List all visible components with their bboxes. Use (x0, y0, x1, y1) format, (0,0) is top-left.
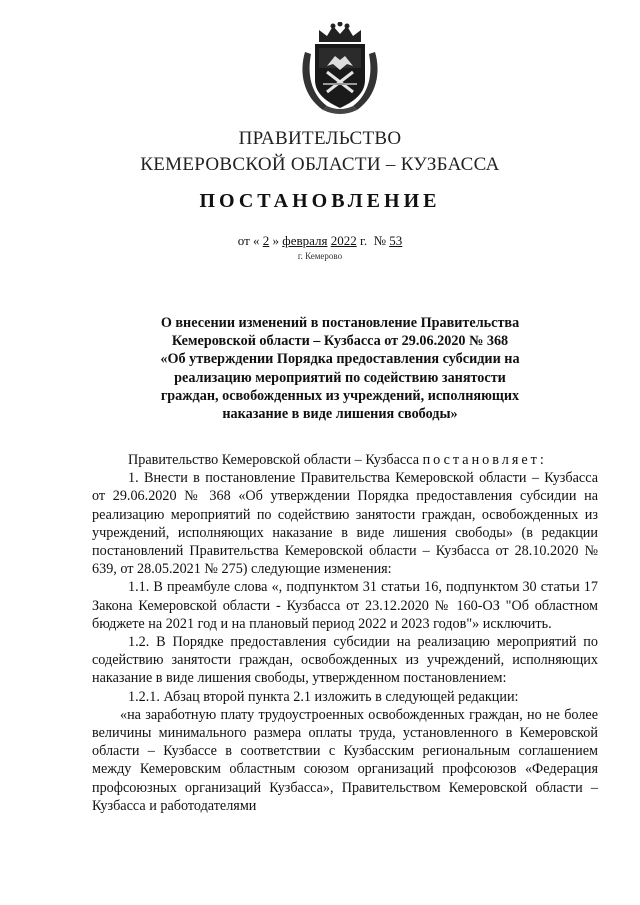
intro-spaced-word: постановляет: (422, 452, 547, 468)
intro-text: Правительство Кемеровской области – Кузбасса (128, 452, 423, 468)
date-year-suffix: г. (359, 233, 368, 248)
government-name-line2: КЕМЕРОВСКОЙ ОБЛАСТИ – КУЗБАССА (140, 154, 500, 175)
decree-date-line (0, 233, 640, 249)
paragraph-1-2-1: 1.2.1. Абзац второй пункта 2.1 изложить в следующей редакции: (128, 688, 519, 705)
title-line: Кемеровской области – Кузбасса от 29.06.2020 № 368 (171, 333, 509, 350)
quote-paragraph: «на заработную плату трудоустроенных освобожденных граждан, но не более величины минимального размера оплаты труда, установленного в Кемеровской области – Кузбассе в соответствии с Кузбасским региональным соглашением между Кемеровским областным союзом организаций профсоюзов «Федерация профсоюзных организаций Кузбасса», Правительством Кемеровской области – Кузбасса и работодателями (92, 706, 598, 814)
paragraph-1-2: 1.2. В Порядке предоставления субсидии на реализацию мероприятий по содействию занятости граждан, освобожденных из учреждений, исполняющих наказание в виде лишения свободы, утвержденном постановлением: (92, 634, 598, 687)
title-line: наказание в виде лишения свободы» (222, 406, 458, 423)
intro-paragraph (92, 451, 598, 469)
paragraph-1-1: 1.1. В преамбуле слова «, подпунктом 31 статьи 16, подпунктом 30 статьи 17 Закона Кемеровской области - Кузбасса от 23.12.2020 № 160-ОЗ "Об областном бюджете на 2021 год и на плановый период 2022 и 2023 годов"» исключить. (92, 579, 598, 632)
title-line: реализацию мероприятий по содействию занятости (174, 369, 506, 386)
decree-number: 53 (389, 233, 403, 248)
date-day: 2 (262, 233, 270, 248)
city-label: г. Кемерово (297, 251, 343, 261)
title-line: «Об утверждении Порядка предоставления субсидии на (160, 351, 520, 368)
date-year: 2022 (330, 233, 357, 248)
paragraph-1: 1. Внести в постановление Правительства Кемеровской области – Кузбасса от 29.06.2020 № 368 «Об утверждении Порядка предоставления субсидии на реализацию мероприятий по содействию занятости граждан, освобожденных из учреждений, исполняющих наказание в виде лишения свободы» (в редакции постановлений Правительства Кемеровской области – Кузбасса от 28.10.2020 № 639, от 28.05.2021 № 275) следующие изменения: (92, 470, 598, 578)
kuzbass-coat-of-arms-icon (297, 22, 383, 116)
document-type-heading: ПОСТАНОВЛЕНИЕ (199, 190, 441, 212)
number-sign: № (373, 233, 386, 248)
title-line: граждан, освобожденных из учреждений, исполняющих (160, 387, 520, 404)
government-name-line1: ПРАВИТЕЛЬСТВО (238, 128, 402, 149)
title-line: О внесении изменений в постановление Правительства (160, 315, 520, 331)
date-quote-close: » (272, 233, 280, 248)
date-prefix: от « (237, 233, 260, 248)
decree-body (92, 451, 598, 815)
decree-title (120, 314, 560, 423)
date-month: февраля (282, 233, 328, 248)
